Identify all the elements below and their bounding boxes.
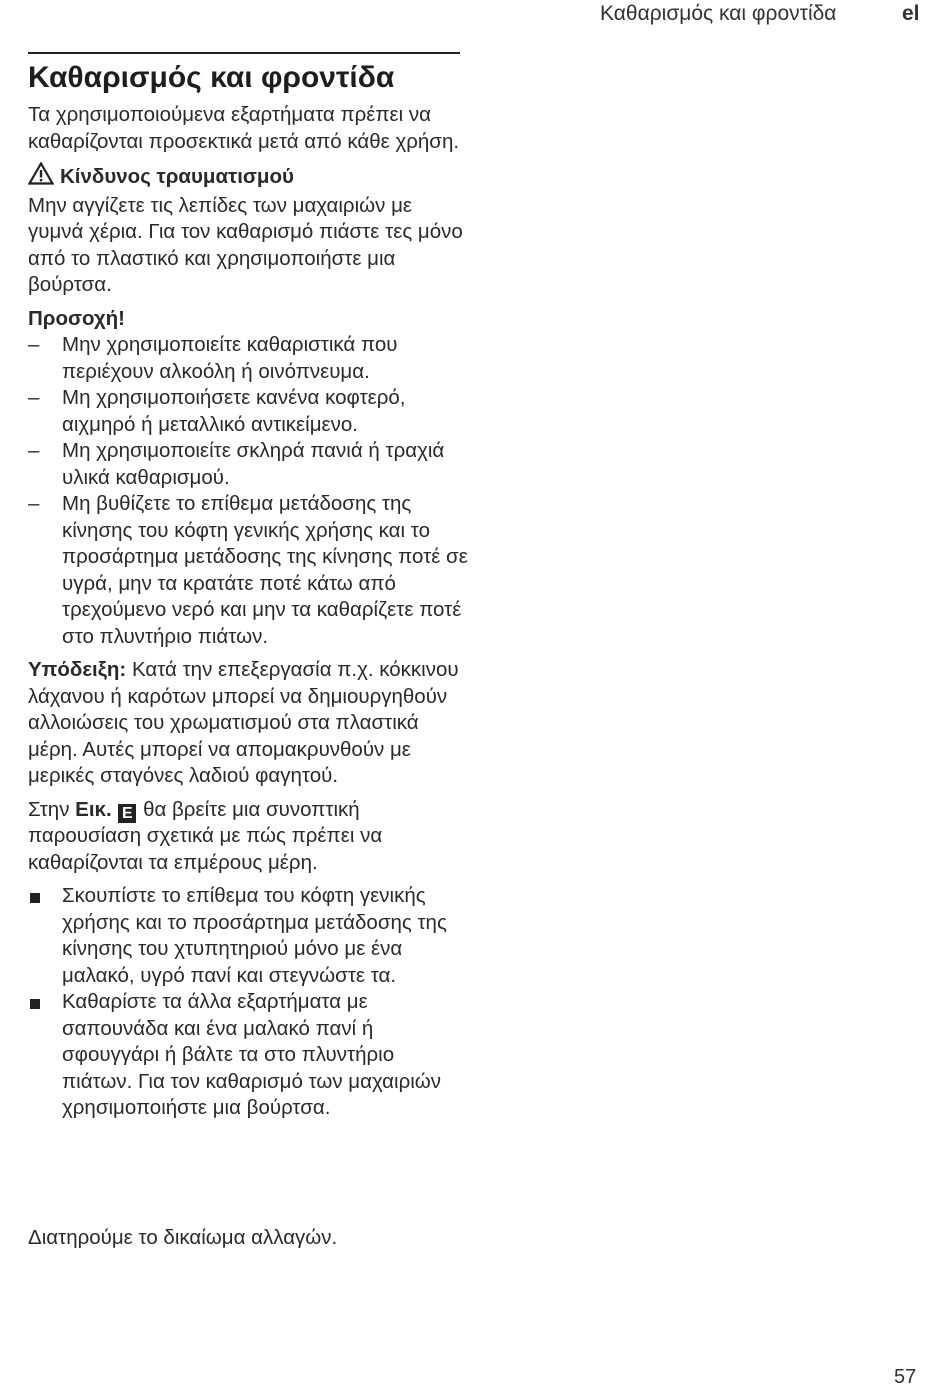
list-item-text: Μη χρησιμοποιήσετε κανένα κοφτερό, αιχμηρό ή μεταλλικό αντικείμενο. xyxy=(62,386,406,436)
list-item-text: Καθαρίστε τα άλλα εξαρτήματα με σαπουνάδα και ένα μαλακό πανί ή σφουγγάρι ή βάλτε τα στο πλυντήριο πιάτων. Για τον καθαρισμό των μαχαιριών χρησιμοποιήστε μια βούρτσα. xyxy=(62,990,442,1119)
dash-marker: – xyxy=(28,386,40,409)
list-item xyxy=(28,883,468,989)
square-bullet-icon xyxy=(30,999,40,1009)
running-header-title: Καθαρισμός και φροντίδα xyxy=(600,2,837,25)
list-item-text: Μη βυθίζετε το επίθεμα μετάδοσης της κίνησης του κόφτη γενικής χρήσης και το προσάρτημα μετάδοσης της κίνησης ποτέ σε υγρά, μην τα κρατάτε ποτέ κάτω από τρεχούμενο νερό και μην τα καθαρίζετε ποτέ στο πλυντήριο πιάτων. xyxy=(62,492,468,648)
list-item xyxy=(28,491,468,650)
language-code: el xyxy=(902,2,920,25)
figure-letter-badge: E xyxy=(118,804,136,823)
section-rule xyxy=(28,52,460,54)
hint-text: Κατά την επεξεργασία π.χ. κόκκινου λάχανου ή καρότων μπορεί να δημιουργηθούν αλλοιώσεις του χρωματισμού στα πλαστικά μέρη. Αυτές μπορεί να απομακρυνθούν με μερικές σταγόνες λαδιού φαγητού. xyxy=(28,658,459,787)
square-bullet-icon xyxy=(30,893,40,903)
list-item xyxy=(28,385,468,438)
caution-list xyxy=(28,332,468,650)
hint-paragraph xyxy=(28,657,468,790)
list-item xyxy=(28,438,468,491)
warning-triangle-icon xyxy=(28,162,60,193)
figure-label: Εικ. xyxy=(75,797,112,821)
list-item-text: Μην χρησιμοποιείτε καθαριστικά που περιέχουν αλκοόλη ή οινόπνευμα. xyxy=(62,333,398,383)
list-item-text: Σκουπίστε το επίθεμα του κόφτη γενικής χρήσης και το προσάρτημα μετάδοσης της κίνησης του χτυπητηριού μόνο με ένα μαλακό, υγρό πανί και στεγνώστε τα. xyxy=(62,884,447,987)
list-item xyxy=(28,332,468,385)
section-title: Καθαρισμός και φροντίδα xyxy=(28,61,395,94)
page-number: 57 xyxy=(894,1366,917,1388)
caution-title: Προσοχή! xyxy=(28,306,125,330)
danger-heading xyxy=(28,162,468,193)
reservation-note: Διατηρούμε το δικαίωμα αλλαγών. xyxy=(28,1226,338,1249)
hint-label: Υπόδειξη: xyxy=(28,658,127,681)
figure-reference-paragraph xyxy=(28,797,468,877)
list-item-text: Μη χρησιμοποιείτε σκληρά πανιά ή τραχιά υλικά καθαρισμού. xyxy=(62,439,445,489)
danger-title: Κίνδυνος τραυματισμού xyxy=(60,165,294,188)
intro-paragraph: Τα χρησιμοποιούμενα εξαρτήματα πρέπει να καθαρίζονται προσεκτικά μετά από κάθε χρήση. xyxy=(28,103,460,153)
figure-ref-suffix: θα βρείτε μια συνοπτική παρουσίαση σχετικά με πώς πρέπει να καθαρίζονται τα επμέρους μέρη. xyxy=(28,797,383,874)
steps-list xyxy=(28,883,468,1122)
dash-marker: – xyxy=(28,439,40,462)
running-header xyxy=(600,2,920,26)
dash-marker: – xyxy=(28,492,40,515)
section-content xyxy=(28,58,468,1129)
dash-marker: – xyxy=(28,333,40,356)
list-item xyxy=(28,989,468,1122)
figure-ref-prefix: Στην xyxy=(28,797,70,821)
danger-text: Μην αγγίζετε τις λεπίδες των μαχαιριών με γυμνά χέρια. Για τον καθαρισμό πιάστε τες μόνο από το πλαστικό και χρησιμοποιήστε μια βούρτσα. xyxy=(28,193,463,296)
